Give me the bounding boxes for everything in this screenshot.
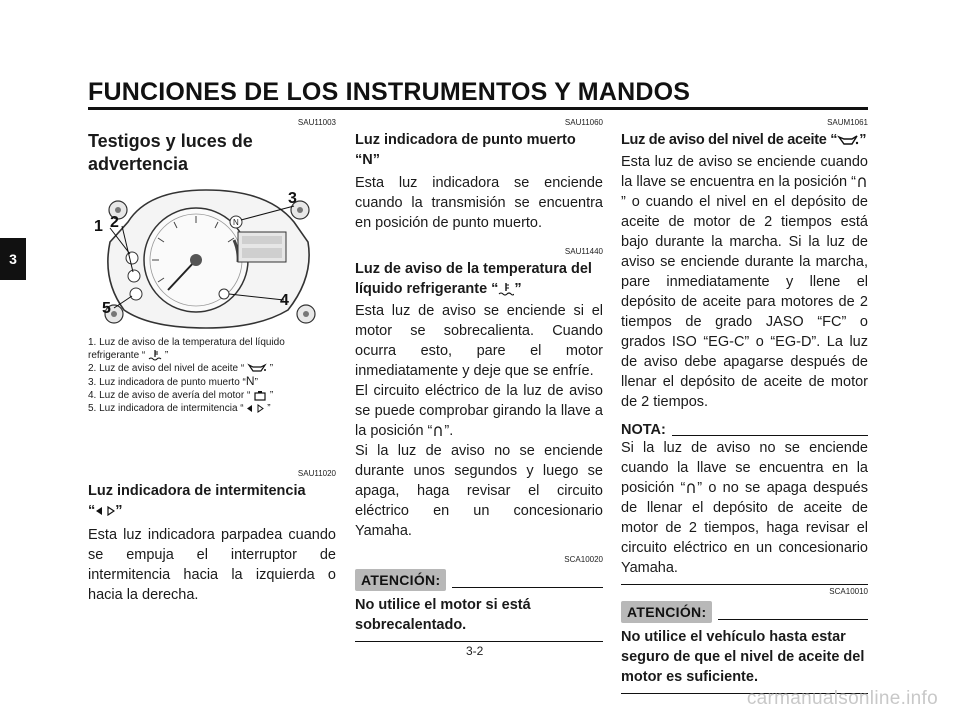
watermark: carmanualsonline.info <box>746 688 938 709</box>
caution-header <box>621 601 868 623</box>
caption-2-text: 2. Luz de aviso del nivel de aceite “ <box>88 363 245 374</box>
callout-4: 4 <box>280 292 289 309</box>
callout-3: 3 <box>288 190 297 207</box>
reference-code: SAU11440 <box>564 247 603 256</box>
caption-1b-open: refrigerante “ <box>88 350 146 361</box>
neutral-heading: Luz indicadora de punto muerto “N” <box>355 132 576 168</box>
reference-code: SCA10010 <box>829 587 868 596</box>
neutral-paragraph: Esta luz indicadora se enciende cuando la transmisión se encuentra en posición de punto muerto. <box>355 175 603 231</box>
coolant-temp-icon <box>148 349 162 361</box>
caption-5 <box>88 402 336 415</box>
note-rule <box>672 435 868 436</box>
note-end-rule <box>621 584 868 585</box>
heading-quote-close: ” <box>859 132 867 148</box>
coolant-heading-line2 <box>355 279 603 299</box>
instrument-cluster-figure <box>88 182 336 332</box>
turn-signal-icon <box>246 404 264 413</box>
coolant-heading: Luz de aviso de la temperatura del <box>355 261 592 277</box>
section-heading: Testigos y luces de advertencia <box>88 131 253 174</box>
oil-can-icon <box>247 363 267 373</box>
callout-2: 2 <box>110 214 119 231</box>
key-on-icon <box>432 424 444 438</box>
caution-badge: ATENCIÓN: <box>621 601 712 623</box>
turn-signal-heading-line2 <box>88 501 336 521</box>
heading-quote-open: “ <box>88 503 96 519</box>
callout-1: 1 <box>94 218 103 235</box>
caution-header <box>355 569 603 591</box>
turn-signal-icon <box>95 506 115 516</box>
caution-text: No utilice el motor si está sobrecalentado. <box>355 597 531 633</box>
reference-code: SCA10020 <box>564 555 603 564</box>
coolant-temp-icon <box>498 282 514 296</box>
page-title: FUNCIONES DE LOS INSTRUMENTOS Y MANDOS <box>88 78 691 106</box>
figure-captions <box>88 336 336 415</box>
oil-level-heading <box>621 130 868 150</box>
column-middle <box>355 112 603 642</box>
turn-signal-paragraph: Esta luz indicadora parpadea cuando se empuja el interruptor de intermitencia hacia la izquierda o hacia la derecha. <box>88 527 336 603</box>
caution-text: No utilice el vehículo hasta estar seguro de que el nivel de aceite del motor es suficiente. <box>621 629 865 685</box>
oil-level-paragraph-b: ” o cuando el nivel en el depósito de aceite de motor de 2 tiempos está bajo durante la marcha. Si la luz de aviso se enciende durante la marcha, pare inmediatamente y llene el depósito de aceite para motores de 2 tiempos de grado JASO “FC” o grados ISO “EG-C” o “EG-D”. La luz de aviso debe apagarse después de llenar el depósito de aceite de motor de 2 tiempos. <box>621 194 868 410</box>
caption-5-close: ” <box>267 403 271 414</box>
reference-code: SAU11060 <box>564 118 603 127</box>
turn-signal-heading: Luz indicadora de intermitencia <box>88 483 306 499</box>
section-tab: 3 <box>0 238 26 280</box>
heading-quote-close: ” <box>514 281 522 297</box>
caption-1b <box>88 349 336 362</box>
caption-3 <box>88 375 336 389</box>
heading-text: Luz de aviso del nivel de aceite “ <box>621 132 838 148</box>
coolant-paragraph-3: Si la luz de aviso no se enciende durante unos segundos y luego se apaga, haga revisar el circuito eléctrico en un concesionario Yamaha. <box>355 443 603 539</box>
heading-quote-close: ” <box>115 503 123 519</box>
caption-4-close: ” <box>269 390 274 401</box>
caution-end-rule <box>355 641 603 642</box>
coolant-paragraph-2-close: ”. <box>444 423 454 439</box>
note-paragraph-a: Si la luz de aviso no se enciende cuando la llave se encuentra en la posición “ <box>621 440 868 496</box>
caption-5-text: 5. Luz indicadora de intermitencia “ <box>88 403 244 414</box>
header-rule <box>88 107 868 110</box>
neutral-n-glyph: N <box>245 374 255 388</box>
page-number: 3-2 <box>466 644 484 658</box>
coolant-paragraph-2-text: El circuito eléctrico de la luz de aviso se puede comprobar girando la llave a la posición “ <box>355 383 603 439</box>
caption-4-text: 4. Luz de aviso de avería del motor “ <box>88 390 251 401</box>
caption-4 <box>88 389 336 402</box>
reference-code: SAUM1061 <box>827 118 868 127</box>
oil-level-paragraph-a: Esta luz de aviso se enciende cuando la llave se encuentra en la posición “ <box>621 154 868 190</box>
key-on-icon <box>685 481 697 495</box>
caption-1: 1. Luz de aviso de la temperatura del líquido <box>88 337 285 348</box>
instrument-cluster-illustration <box>88 182 336 332</box>
caption-1b-close: ” <box>164 350 169 361</box>
coolant-paragraph-1: Esta luz de aviso se enciende si el motor se sobrecalienta. Cuando ocurra esto, pare el motor inmediatamente y deje que se enfríe. <box>355 303 603 379</box>
caption-2-close: ” <box>269 363 274 374</box>
key-on-icon <box>856 175 868 189</box>
coolant-paragraph-2 <box>355 381 603 441</box>
caution-badge: ATENCIÓN: <box>355 569 446 591</box>
svg-text:N: N <box>233 218 239 227</box>
note-header <box>621 422 868 438</box>
caption-2 <box>88 362 336 375</box>
heading-quote-open: líquido refrigerante “ <box>355 281 499 297</box>
column-left <box>88 112 336 605</box>
caution-rule <box>452 587 603 588</box>
reference-code: SAU11003 <box>297 118 336 127</box>
reference-code: SAU11020 <box>297 469 336 478</box>
note-paragraph-b: ” o no se apaga después de llenar el depósito de aceite de motor de 2 tiempos, haga revisar el circuito eléctrico en un concesionario Yamaha. <box>621 480 868 576</box>
callout-5: 5 <box>102 300 111 317</box>
caption-3-close: ” <box>254 377 258 388</box>
column-right <box>621 112 868 694</box>
note-label: NOTA: <box>621 422 666 438</box>
caution-rule <box>718 619 868 620</box>
note-paragraph <box>621 438 868 578</box>
oil-can-icon <box>837 134 859 146</box>
caption-3-text: 3. Luz indicadora de punto muerto “ <box>88 377 246 388</box>
oil-level-paragraph <box>621 152 868 412</box>
engine-icon <box>253 390 267 401</box>
